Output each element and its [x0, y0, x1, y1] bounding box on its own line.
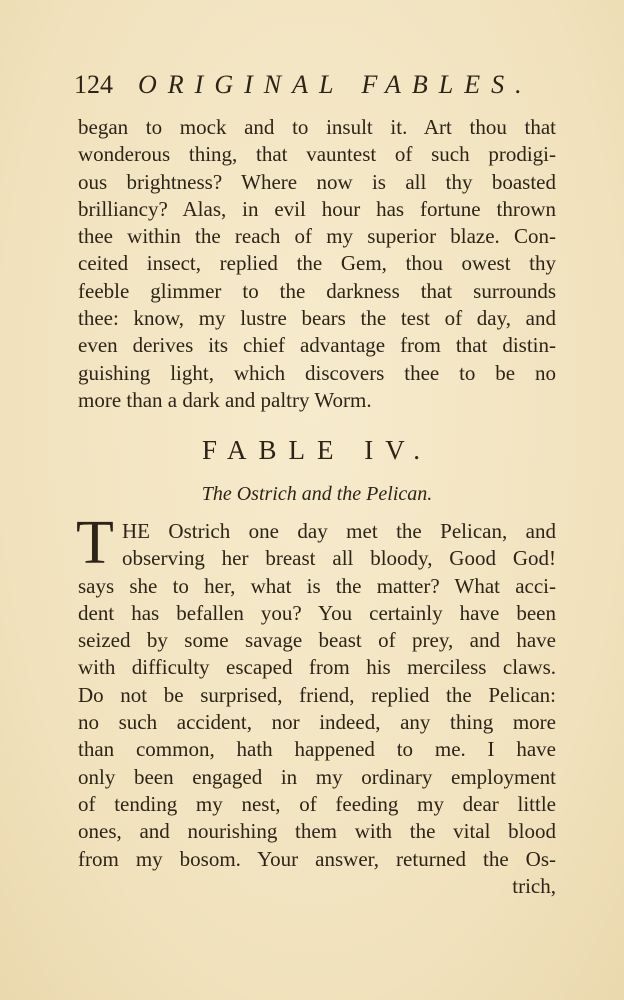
text-line: thee: know, my lustre bears the test of day, and	[78, 306, 556, 331]
text-line: from my bosom. Your answer, returned the Os-	[78, 846, 556, 871]
text-line: with difficulty escaped from his merciless claws.	[78, 655, 556, 680]
text-line: no such accident, nor indeed, any thing more	[78, 710, 556, 735]
text-line: HE Ostrich one day met the Pelican, and	[122, 519, 556, 543]
text-line: more than a dark and paltry Worm.	[78, 387, 372, 412]
page-number: 124	[74, 70, 113, 99]
catchword: trich,	[512, 873, 556, 898]
text-line: says she to her, what is the matter? What acci-	[78, 573, 556, 598]
paragraph-1	[78, 114, 556, 414]
text-line: ceited insect, replied the Gem, thou owest thy	[78, 251, 556, 276]
text-line: began to mock and to insult it. Art thou that	[78, 115, 556, 139]
text-line: thee within the reach of my superior blaze. Con-	[78, 224, 556, 249]
text-line: of tending my nest, of feeding my dear little	[78, 791, 556, 816]
text-line: ones, and nourishing them with the vital blood	[78, 819, 556, 844]
text-line: observing her breast all bloody, Good God!	[122, 546, 556, 571]
text-line: than common, hath happened to me. I have	[78, 737, 556, 762]
text-line: guishing light, which discovers thee to be no	[78, 360, 556, 385]
running-title: ORIGINAL FABLES.	[138, 70, 533, 99]
text-line: feeble glimmer to the darkness that surrounds	[78, 278, 556, 303]
text-line: seized by some savage beast of prey, and have	[78, 628, 556, 653]
running-header	[74, 68, 554, 102]
fable-title: FABLE IV.	[201, 435, 432, 465]
fable-subtitle: The Ostrich and the Pelican.	[201, 483, 433, 505]
text-line: Do not be surprised, friend, replied the Pelican:	[78, 682, 556, 707]
drop-cap: T	[76, 509, 114, 577]
text-line: ous brightness? Where now is all thy boasted	[78, 169, 556, 194]
text-line: wonderous thing, that vauntest of such prodigi-	[78, 142, 556, 167]
text-line: dent has befallen you? You certainly have been	[78, 600, 556, 625]
paragraph-2	[78, 518, 556, 900]
text-line: even derives its chief advantage from that distin-	[78, 333, 556, 358]
text-line: only been engaged in my ordinary employment	[78, 764, 556, 789]
text-line: brilliancy? Alas, in evil hour has fortune thrown	[78, 196, 556, 221]
